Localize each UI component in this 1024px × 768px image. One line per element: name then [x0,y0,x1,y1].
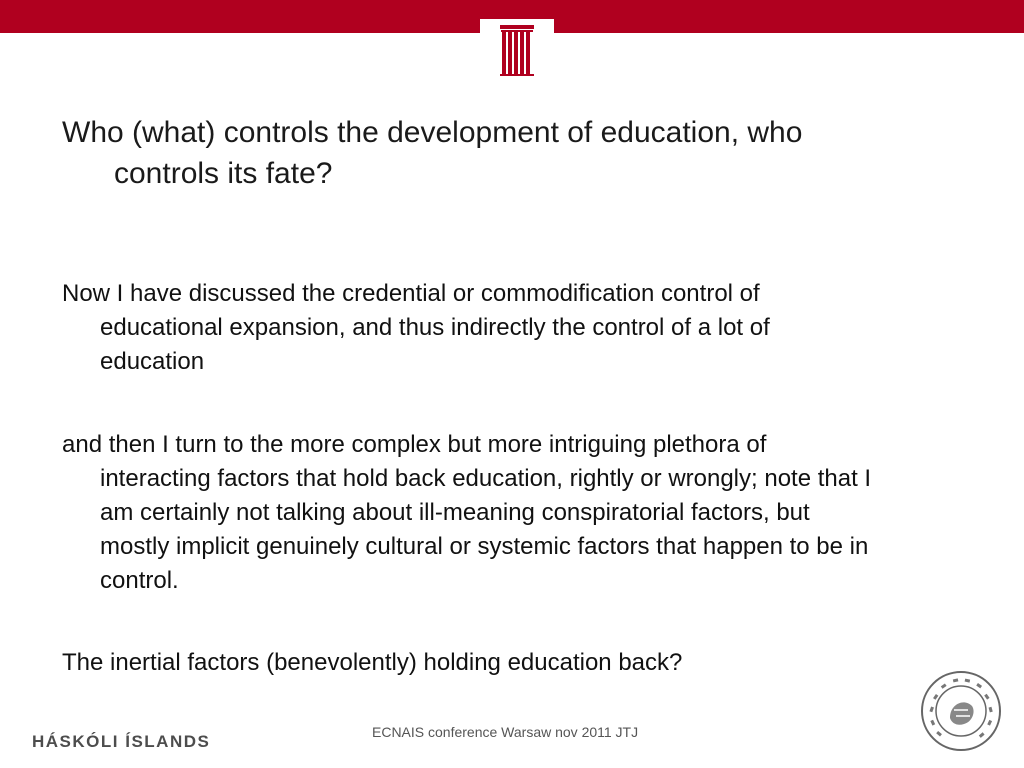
university-seal-icon [920,670,1002,752]
paragraph-line: interacting factors that hold back education, rightly or wrongly; note that I [100,465,872,492]
paragraph-2 [62,428,982,598]
paragraph-line: control. [100,567,179,594]
paragraph-line: mostly implicit genuinely cultural or systemic factors that happen to be in [100,533,869,560]
footer-note: ECNAIS conference Warsaw nov 2011 JTJ [372,724,639,740]
university-brand: HÁSKÓLI ÍSLANDS [32,732,211,751]
paragraph-line: The inertial factors (benevolently) holding education back? [62,649,683,676]
slide-title-line-1: Who (what) controls the development of education, who [62,116,803,149]
university-logo-icon [480,19,554,80]
slide-title [62,112,942,194]
slide-title-line-2: controls its fate? [114,157,333,190]
paragraph-line: and then I turn to the more complex but more intriguing plethora of [62,431,767,458]
paragraph-1 [62,277,982,379]
paragraph-line: am certainly not talking about ill-meaning conspiratorial factors, but [100,499,810,526]
paragraph-line: Now I have discussed the credential or commodification control of [62,280,760,307]
paragraph-line: education [100,348,205,375]
paragraph-line: educational expansion, and thus indirectly the control of a lot of [100,314,770,341]
paragraph-3 [62,646,982,680]
